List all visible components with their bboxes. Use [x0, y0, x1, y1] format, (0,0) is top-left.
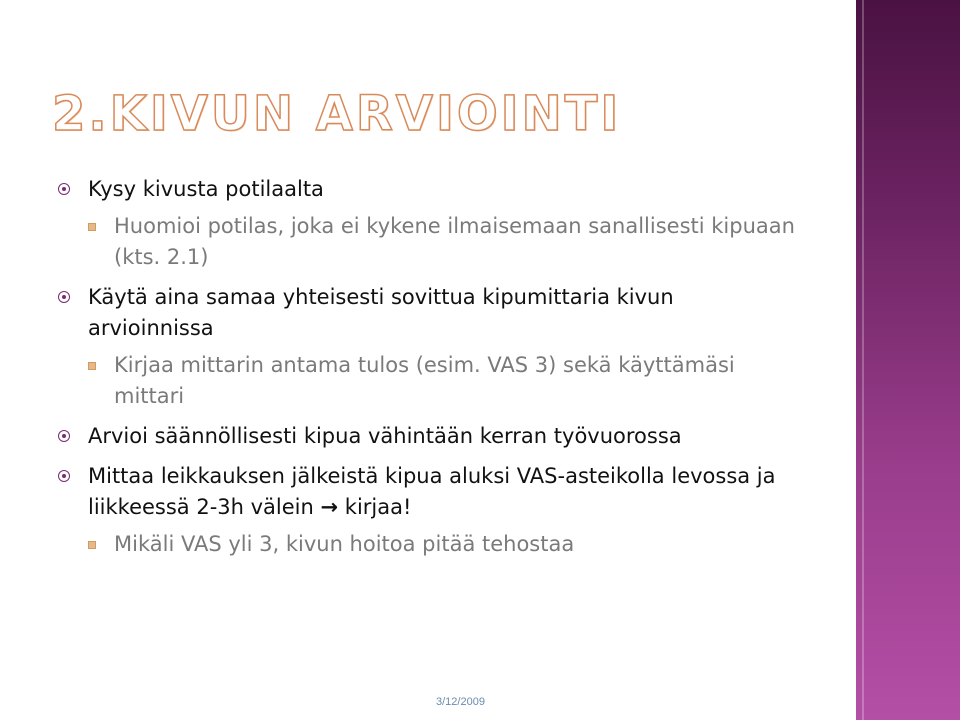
square-bullet-icon	[88, 223, 96, 231]
bullet-text: Käytä aina samaa yhteisesti sovittua kipumittaria kivun arvioinnissa	[88, 285, 674, 340]
bullet-item-3	[58, 421, 798, 452]
bullet-item-1	[58, 174, 798, 205]
bullet-item-4	[58, 461, 798, 523]
bullet-text: Kysy kivusta potilaalta	[88, 177, 324, 201]
slide-title: 2.KIVUN ARVIOINTI	[52, 86, 622, 142]
bullet-text: Arvioi säännöllisesti kipua vähintään kerran työvuorossa	[88, 424, 682, 448]
sub-bullet-item-2	[58, 350, 798, 412]
footer-date: 3/12/2009	[436, 696, 485, 708]
bullet-text-before-arrow: Mittaa leikkauksen jälkeistä kipua aluksi VAS-asteikolla levossa ja liikkeessä 2-3h välein	[88, 464, 776, 519]
bullet-list	[58, 174, 798, 560]
circle-bullet-icon	[58, 183, 70, 195]
decorative-side-band	[853, 0, 960, 720]
sub-bullet-text: Mikäli VAS yli 3, kivun hoitoa pitää tehostaa	[114, 532, 575, 556]
circle-bullet-icon	[58, 430, 70, 442]
sub-bullet-item-3	[58, 529, 798, 560]
bullet-item-2	[58, 282, 798, 344]
sub-bullet-item-1	[58, 211, 798, 273]
square-bullet-icon	[88, 362, 96, 370]
sub-bullet-text: Huomioi potilas, joka ei kykene ilmaisemaan sanallisesti kipuaan (kts. 2.1)	[114, 214, 795, 269]
sub-bullet-text: Kirjaa mittarin antama tulos (esim. VAS 3) sekä käyttämäsi mittari	[114, 353, 735, 408]
arrow-right-icon: →	[320, 495, 339, 519]
bullet-text-after-arrow: kirjaa!	[338, 495, 412, 519]
circle-bullet-icon	[58, 470, 70, 482]
circle-bullet-icon	[58, 291, 70, 303]
square-bullet-icon	[88, 541, 96, 549]
